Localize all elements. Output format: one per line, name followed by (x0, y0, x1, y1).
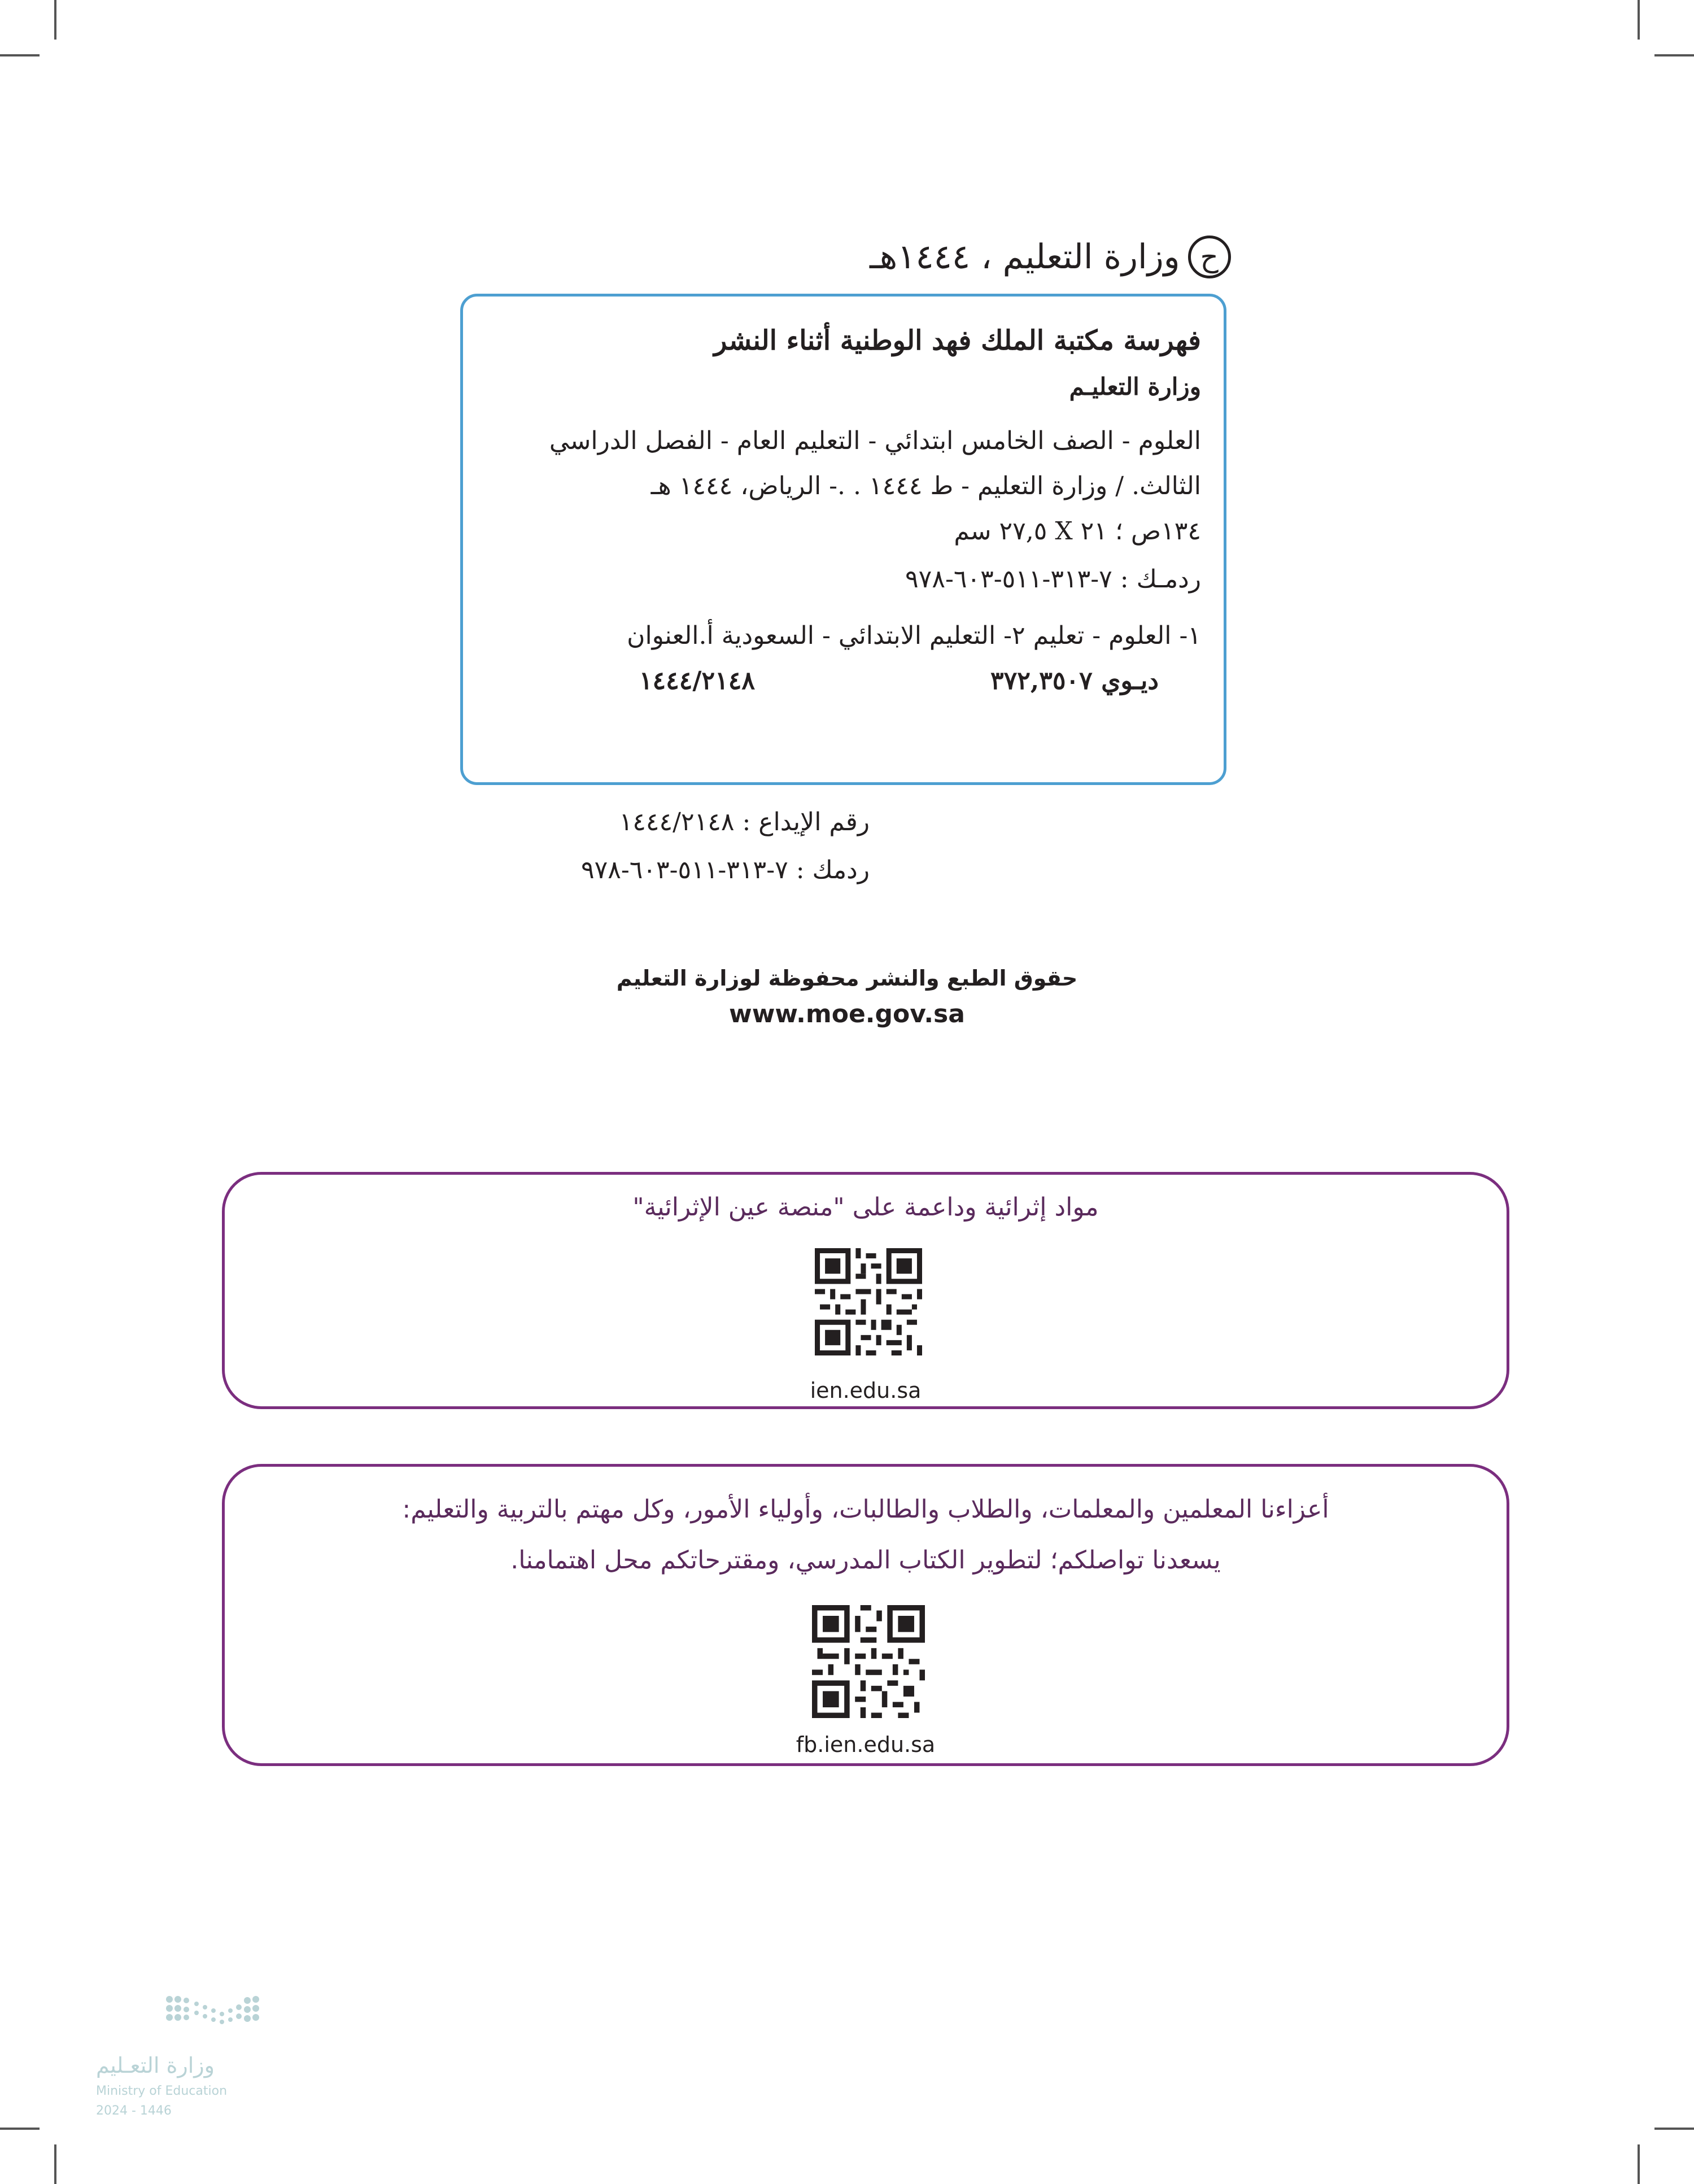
copyright-text: وزارة التعليم ، ١٤٤٤هـ (870, 237, 1180, 277)
feedback-line: أعزاءنا المعلمين والمعلمات، والطلاب والطالبات، وأولياء الأمور، وكل مهتم بالتربية والتعليم: (402, 1495, 1329, 1524)
ien-platform-box (222, 1172, 1509, 1409)
catalog-title: فهرسة مكتبة الملك فهد الوطنية أثناء النشر (714, 325, 1201, 356)
logo-years-text: 2024 - 1446 (96, 2104, 172, 2118)
deposit-number: رقم الإيداع : ١٤٤٤/٢١٤٨ (619, 808, 870, 836)
crop-mark (1654, 2128, 1694, 2130)
feedback-line: يسعدنا تواصلكم؛ لتطوير الكتاب المدرسي، ومقترحاتكم محل اهتمامنا. (510, 1546, 1221, 1575)
qr-code-icon[interactable] (812, 1605, 925, 1718)
feedback-box (222, 1464, 1509, 1766)
catalog-dewey: ديـوي ٣٧٢,٣٥٠٧ (990, 666, 1159, 695)
logo-english-text: Ministry of Education (96, 2084, 228, 2098)
ministry-of-education-logo (96, 1988, 265, 2124)
crop-mark (0, 2128, 40, 2130)
catalog-publisher: وزارة التعليـم (1069, 373, 1201, 400)
ien-box-text: مواد إثرائية وداعمة على "منصة عين الإثرائية" (632, 1193, 1099, 1222)
crop-mark (1654, 54, 1694, 56)
catalog-line: العلوم - الصف الخامس ابتدائي - التعليم العام - الفصل الدراسي (549, 426, 1201, 455)
qr-code-icon[interactable] (815, 1248, 922, 1355)
catalog-subjects: ١- العلوم - تعليم ٢- التعليم الابتدائي - السعودية أ.العنوان (627, 621, 1201, 650)
catalog-isbn: ردمـك : ٧-٣١٣-٥١١-٦٠٣-٩٧٨ (905, 565, 1201, 594)
catalog-box (460, 294, 1226, 785)
copyright-line (870, 229, 1231, 285)
crop-mark (0, 54, 40, 56)
crop-mark (54, 0, 56, 40)
website-link[interactable]: www.moe.gov.sa (729, 1000, 965, 1028)
crop-mark (1638, 2144, 1640, 2184)
logo-dots-icon (96, 1988, 265, 2039)
rights-text: حقوق الطبع والنشر محفوظة لوزارة التعليم (616, 966, 1078, 991)
deposit-isbn: ردمك : ٧-٣١٣-٥١١-٦٠٣-٩٧٨ (580, 856, 870, 884)
crop-mark (1638, 0, 1640, 40)
catalog-line: ١٣٤ص ؛ ٢١ X ٢٧,٥ سم (954, 517, 1201, 546)
crop-mark (54, 2144, 56, 2184)
logo-arabic-text: وزارة التعـليم (96, 2053, 215, 2078)
copyright-symbol: ح (1188, 236, 1231, 278)
catalog-deposit-number: ١٤٤٤/٢١٤٨ (639, 666, 755, 695)
catalog-line: الثالث. / وزارة التعليم - ط ١٤٤٤ . .- الرياض، ١٤٤٤ هـ (650, 472, 1201, 500)
ien-url[interactable]: ien.edu.sa (810, 1378, 922, 1403)
feedback-url[interactable]: fb.ien.edu.sa (796, 1732, 936, 1757)
